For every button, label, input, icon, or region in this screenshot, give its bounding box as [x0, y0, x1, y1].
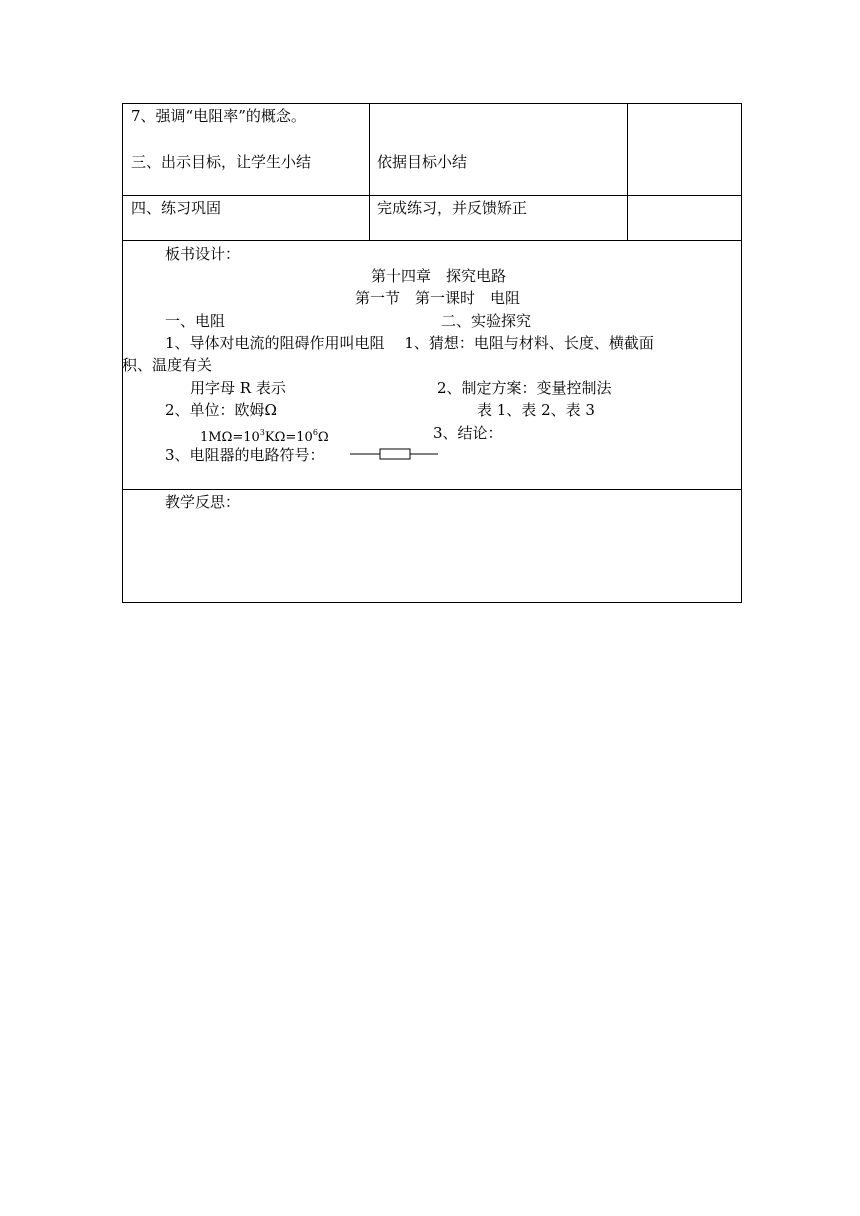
unit-conv-exponent-6: 6: [312, 428, 318, 437]
board-definition-line: 1、导体对电流的阻碍作用叫电阻 1、猜想：电阻与材料、长度、横截面: [165, 334, 654, 352]
board-right-title: 二、实验探究: [441, 312, 532, 330]
board-definition-continued: 积、温度有关: [122, 356, 213, 374]
unit-conv-part-c: Ω: [317, 430, 329, 445]
board-symbol-letter: 用字母 R 表示: [190, 379, 286, 397]
teaching-reflection-heading: 教学反思：: [165, 493, 241, 511]
teacher-activity-practice: 四、练习巩固: [131, 199, 222, 217]
column-divider: [627, 103, 628, 241]
board-tables: 表 1、表 2、表 3: [477, 401, 595, 419]
board-left-title: 一、电阻: [165, 312, 226, 330]
lesson-table: [122, 103, 742, 603]
board-design-heading: 板书设计：: [165, 245, 241, 263]
row-divider: [122, 240, 742, 241]
board-section-title: 第一节 第一课时 电阻: [355, 289, 521, 307]
unit-conv-part-b: KΩ=10: [264, 430, 313, 445]
board-conclusion: 3、结论：: [433, 424, 503, 442]
row-divider: [122, 489, 742, 490]
teacher-activity-emphasize: 7、强调“电阻率”的概念。: [131, 107, 306, 125]
student-activity-practice: 完成练习，并反馈矫正: [377, 199, 528, 217]
row-divider: [122, 195, 742, 196]
teacher-activity-goals: 三、出示目标，让学生小结: [131, 153, 312, 171]
board-plan: 2、制定方案：变量控制法: [437, 379, 612, 397]
resistor-symbol-icon: [350, 446, 440, 462]
board-unit: 2、单位：欧姆Ω: [165, 401, 277, 419]
board-symbol-label: 3、电阻器的电路符号：: [165, 446, 325, 464]
column-divider: [369, 103, 370, 241]
board-chapter-title: 第十四章 探究电路: [371, 267, 507, 285]
unit-conv-part-a: 1MΩ=10: [200, 430, 260, 445]
unit-conv-exponent-3: 3: [259, 428, 265, 437]
student-activity-summary: 依据目标小结: [377, 153, 468, 171]
